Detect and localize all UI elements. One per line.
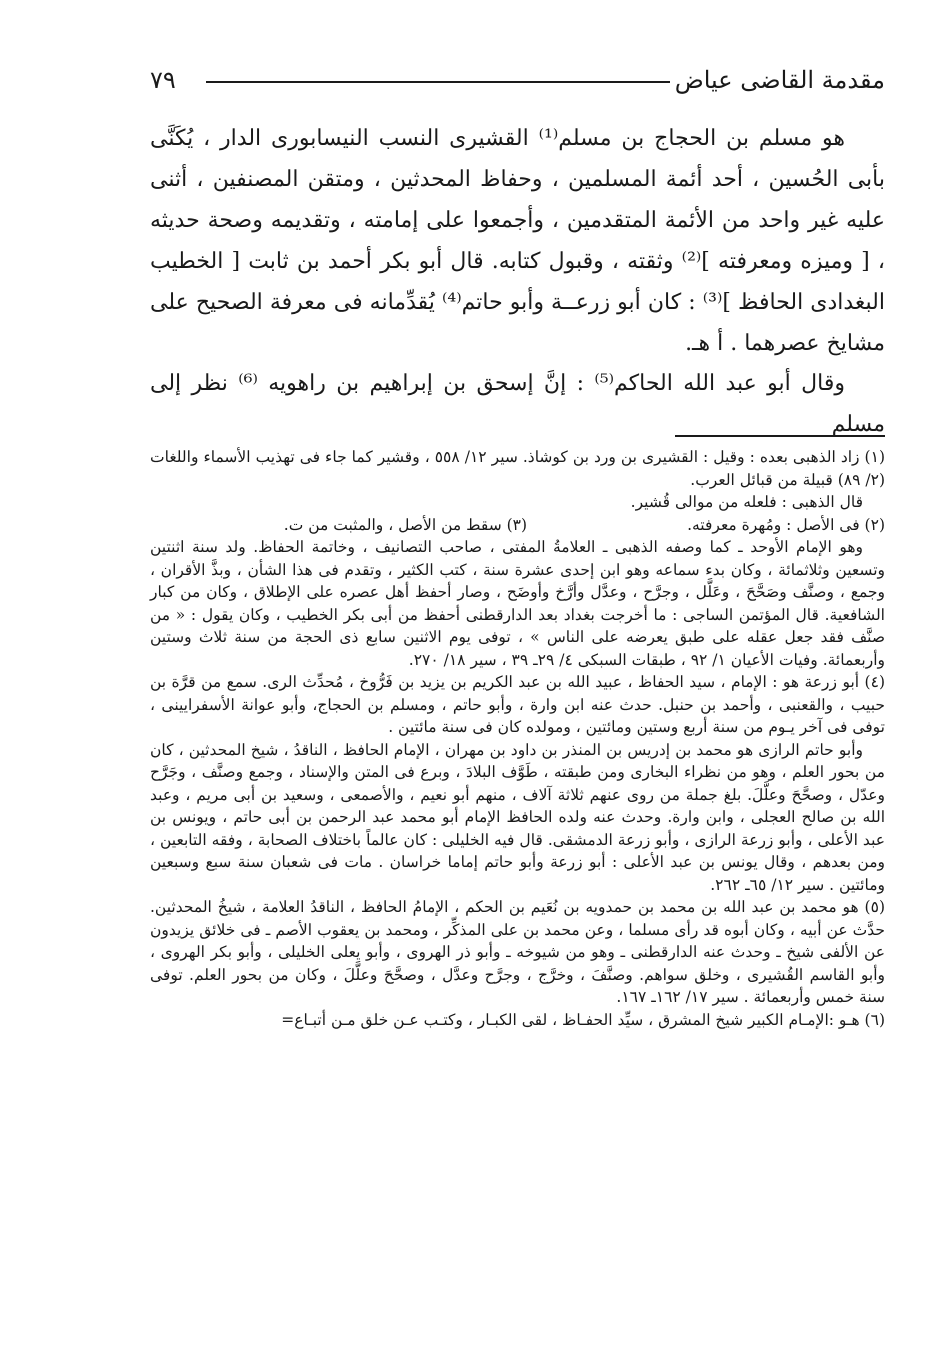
running-header — [150, 62, 885, 98]
footnote-1-note: قال الذهبى : فلعله من موالى قُشير. — [630, 493, 863, 511]
main-paragraph-2: وقال أبو عبد الله الحاكم⁽⁵⁾ : إنَّ إسحق بن إبراهيم بن راهويه ⁽⁶⁾ نظر إلى مسلم — [150, 371, 885, 437]
header-rule — [206, 81, 670, 83]
footnote-gap — [527, 514, 687, 537]
footnote-4: (٤) أبو زرعة هو : الإمام ، سيد الحفاظ ، عبيد الله بن عبد الكريم بن يزيد بن فَرُّوخ ، مُحدِّث الرى. سمع من قرَّة بن حبيب ، والقعنبى ، وأحمد بن حنبل. حدث عنه ابن وارة ، وأبو حاتم ، ومسلم بن الحجاج، وأبو عوانة الأسفرايينى ، توفى فى آخر يـوم من سنة أربع وستين ومائتين ، ومولده كان فى سنة مائتين . — [150, 673, 885, 736]
running-title: مقدمة القاضى عياض — [674, 66, 885, 94]
main-text — [150, 118, 885, 364]
footnotes — [150, 446, 885, 1031]
main-paragraph-1: هو مسلم بن الحجاج بن مسلم⁽¹⁾ القشيرى النسب النيسابورى الدار ، يُكَنَّى بأبى الحُسين ، أحد أئمة المسلمين ، وحفاظ المحدثين ، ومتقن المصنفين ، أثنى عليه غير واحد من الأئمة المتقدمين ، وأجمعوا على إمامته ، وتقديمه وصحة حديثه ، [ وميزه ومعرفته ]⁽²⁾ وثقته ، وقبول كتابه. قال أبو بكر أحمد بن ثابت [ الخطيب البغدادى الحافظ ]⁽³⁾ : كان أبو زرعــة وأبو حاتم⁽⁴⁾ يُقدِّمانه فى معرفة الصحيح على مشايخ عصرهما . أ هـ. — [150, 126, 886, 356]
footnote-4-abu-hatim: وأبو حاتم الرازى هو محمد بن إدريس بن المنذر بن داود بن مهران ، الإمام الحافظ ، الناقدُ ، شيخ المحدثين ، كان من بحور العلم ، وهو من نظراء البخارى ومن طبقته ، طَوَّف البلادَ ، وبرع فى المتن والإسناد ، وجمع وصنَّف ، وجَرَّح وعدّل ، وصحَّحَ وعلَّلَ. بلغ جملة من روى عنهم ثلاثة آلاف ، منهم أبو نعيم ، والأصمعى ، وسعيد بن أبى مريم ، وعبد الله بن صالح العجلى ، وابن وارة. وحدث عنه ولده الحافظ الإمام أبو محمد عبد الرحمن بن أبى حاتم ، ويونس بن عبد الأعلى ، وأبو زرعة الرازى ، وأبو زرعة الدمشقى. قال فيه الخليلى : كان عالماً باختلاف الصحابة ، وفقه التابعين ، ومن بعدهم ، وقال يونس بن عبد الأعلى : أبو زرعة وأبو حاتم إماما خراسان . مات فى شعبان سنة سبع وسبعين ومائتين . سير ١٢/ ٦٥ـ ٢٦٢. — [150, 740, 885, 894]
footnote-6: (٦) هـو :الإمـام الكبير شيخ المشرق ، سيِّد الحفـاظ ، لقى الكبـار ، وكتـب عـن خلق مـن أتبـاع= — [281, 1010, 885, 1029]
footnote-1: (١) زاد الذهبى بعده : وقيل : القشيرى بن ورد بن كوشاذ. سير ١٢/ ٥٥٨ ، وقشير كما جاء فى تهذيب الأسماء واللغات (٢/ ٨٩) قبيلة من قبائل العرب. — [150, 448, 885, 489]
main-text-continued — [150, 363, 885, 445]
footnote-2-biography: وهو الإمام الأوحد ـ كما وصفه الذهبى ـ العلامةُ المفتى ، صاحب التصانيف ، وخاتمة الحفاظ. ولد سنة اثنتين وتسعين وثلاثمائة ، وكان بدء سماعه وهو ابن إحدى عشرة سنة ، كتب الكثير ، وتقدم فى هذا الشأن ، وبذَّ الأقران ، وجمع ، وصنَّف وصَحَّحَ ، وعَلَّل ، وجرَّح ، وعدَّل وأرَّخ وأوضَح ، وصار أحفظ أهل عصره على الإطلاق ، وكان من كبار الشافعية. قال المؤتمن الساجى : ما أخرجت بغداد بعد الدارقطنى أحفظ من أبى بكر الخطيب ، وكان يقول : « من صنَّف فقد جعل عقله على طبق يعرضه على الناس » ، توفى يوم الاثنين سابع ذى الحجة من سنة ثلاث وستين وأربعمائة. وفيات الأعيان ١/ ٩٢ ، طبقات السبكى ٤/ ٢٩ـ ٣٩ ، سير ١٨/ ٢٧٠. — [150, 538, 885, 669]
footnote-3: (٣) سقط من الأصل ، والمثبت من ت. — [283, 515, 528, 534]
footnote-separator — [675, 435, 885, 437]
footnote-2: (٢) فى الأصل : ومُهرة معرفته. — [687, 515, 885, 534]
footnotes-2-3-row — [150, 514, 885, 537]
page-number: ٧٩ — [150, 66, 176, 94]
footnote-5: (٥) هو محمد بن عبد الله بن محمد بن حمدويه بن نُعَيم بن الحكم ، الإمامُ الحافظ ، الناقدُ العلامة ، شيخُ المحدثين. حدَّث عن أبيه ، وكان أبوه قد رأى مسلما ، وعن محمد بن على المذكِّر ، ومحمد بن يعقوب الأصم ـ فى خلائق يزيدون عن الألفى شيخ ـ وحدث عنه الدارقطنى ـ وهو من شيوخه ـ وأبو ذر الهروى ، وأبو يعلى الخليلى ، وأبو بكر الهروى ، وأبو القاسم القُشيرى ، وخلق سواهم. وصنَّفَ ، وخرَّج ، وجرَّح وعدَّل ، وصحَّحَ وعلَّلَ ، وكان من بحور العلم. توفى سنة خمس وأربعمائة . سير ١٧/ ١٦٢ـ ١٦٧. — [150, 898, 885, 1006]
